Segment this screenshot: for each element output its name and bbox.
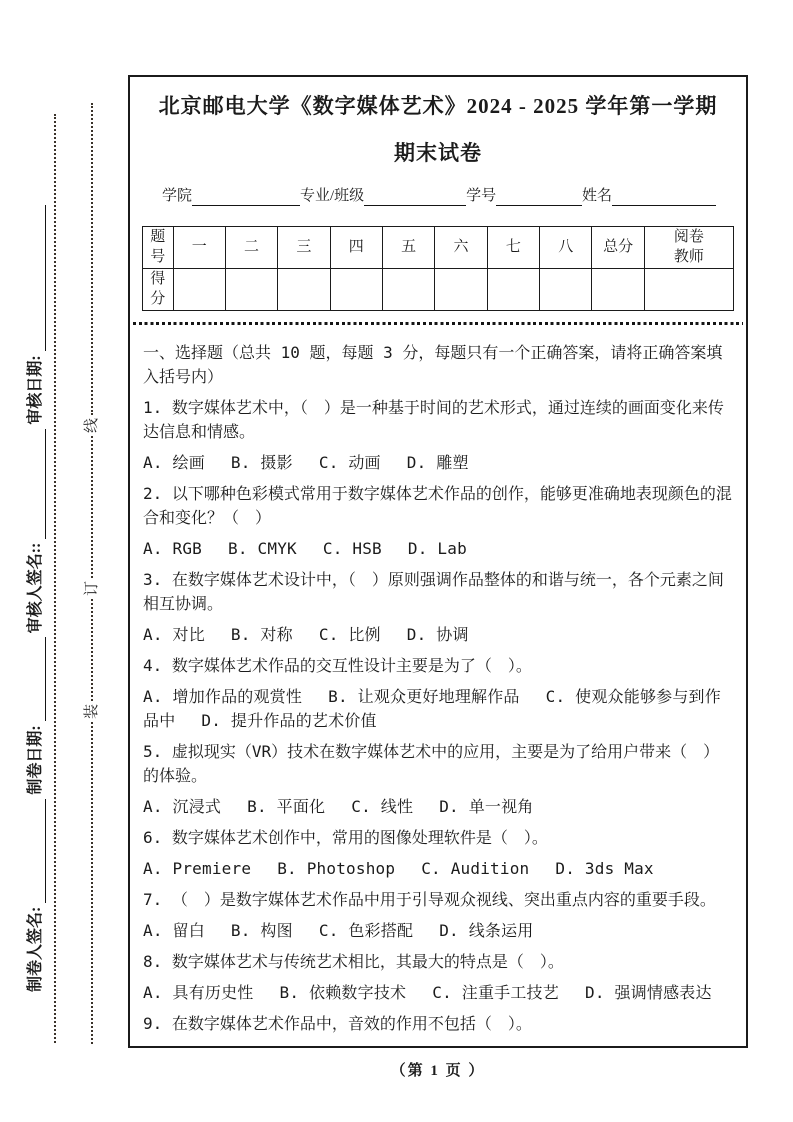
question-stem: 6. 数字媒体艺术创作中，常用的图像处理软件是（ ）。: [143, 828, 548, 848]
score-col-7: 七: [487, 227, 539, 269]
question-stem: 2. 以下哪种色彩模式常用于数字媒体艺术作品的创作，能够更准确地表现颜色的混合和变化？（ ）: [143, 484, 732, 528]
score-col-8: 八: [540, 227, 592, 269]
binding-line: [81, 0, 103, 1122]
question-stem: 4. 数字媒体艺术作品的交互性设计主要是为了（ ）。: [143, 656, 532, 676]
score-cell-empty: [592, 269, 644, 311]
question-options: A. Premiere B. Photoshop C. Audition D. 3ds Max: [143, 859, 654, 879]
score-col-5: 五: [382, 227, 434, 269]
score-col-qnum: [143, 227, 174, 269]
margin-field-line: [43, 799, 46, 903]
question-options: A. 绘画 B. 摄影 C. 动画 D. 雕塑: [143, 453, 469, 473]
score-row-label: [143, 269, 174, 311]
score-col-grader-label: 阅卷教师: [673, 229, 704, 266]
score-cell-empty: [330, 269, 382, 311]
field-label-college: 学院: [162, 188, 193, 204]
question-options: A. 沉浸式 B. 平面化 C. 线性 D. 单一视角: [143, 797, 534, 817]
binding-char-ding: 订: [84, 580, 100, 596]
fold-dotted-line: [54, 114, 56, 1043]
question-stem: 5. 虚拟现实（VR）技术在数字媒体艺术中的应用，主要是为了给用户带来（ ）的体验。: [143, 742, 720, 786]
score-col-qnum-label: 题号: [150, 229, 166, 266]
score-cell-empty: [487, 269, 539, 311]
score-col-2: 二: [225, 227, 277, 269]
question-options: A. RGB B. CMYK C. HSB D. Lab: [143, 539, 467, 559]
exam-sheet: [128, 75, 748, 1048]
score-col-1: 一: [173, 227, 225, 269]
binding-char-xian: 线: [84, 417, 100, 433]
question-options: A. 增加作品的观赏性 B. 让观众更好地理解作品 C. 使观众能够参与到作品中 D. 提升作品的艺术价值: [143, 687, 721, 731]
score-col-6: 六: [435, 227, 487, 269]
question-stem: 9. 在数字媒体艺术作品中，音效的作用不包括（ ）。: [143, 1014, 532, 1034]
margin-field-line: [43, 637, 46, 721]
question-options: A. 留白 B. 构图 C. 色彩搭配 D. 线条运用: [143, 921, 534, 941]
field-label-major-class: 专业/班级: [299, 188, 365, 204]
margin-field-label: 审核日期:: [27, 355, 44, 425]
margin-field-label: 制卷人签名:: [27, 906, 44, 992]
question-options: A. 对比 B. 对称 C. 比例 D. 协调: [143, 625, 469, 645]
score-cell-empty: [540, 269, 592, 311]
field-label-student-id: 学号: [466, 188, 497, 204]
field-blank-major-class: [364, 203, 466, 206]
score-cell-empty: [644, 269, 733, 311]
score-cell-empty: [382, 269, 434, 311]
binding-line-segment: [91, 103, 93, 415]
exam-title: 北京邮电大学《数字媒体艺术》2024 - 2025 学年第一学期期末试卷: [158, 94, 718, 165]
margin-field-line: [43, 205, 46, 351]
field-label-name: 姓名: [582, 188, 613, 204]
field-blank-college: [192, 203, 300, 206]
margin-field-label: 制卷日期:: [27, 725, 44, 795]
question-stem: 1. 数字媒体艺术中，（ ）是一种基于时间的艺术形式，通过连续的画面变化来传达信息和情感。: [143, 398, 724, 442]
binding-line-segment: [91, 436, 93, 578]
question-stem: 8. 数字媒体艺术与传统艺术相比，其最大的特点是（ ）。: [143, 952, 564, 972]
binding-char-zhuang: 装: [84, 703, 100, 719]
perforation-dotted-line: [133, 322, 743, 325]
score-table-header-row: [143, 227, 734, 269]
left-margin-fields: [12, 0, 46, 1122]
page-number-footer: （第 1 页 ）: [390, 1063, 486, 1079]
score-cell-empty: [225, 269, 277, 311]
score-table-score-row: [143, 269, 734, 311]
score-table: [142, 226, 734, 311]
score-cell-empty: [278, 269, 330, 311]
margin-field-line: [43, 429, 46, 539]
score-col-grader: [644, 227, 733, 269]
score-col-total: 总分: [592, 227, 644, 269]
question-stem: 7. （ ）是数字媒体艺术作品中用于引导观众视线、突出重点内容的重要手段。: [143, 890, 716, 910]
score-cell-empty: [173, 269, 225, 311]
score-col-3: 三: [278, 227, 330, 269]
field-blank-student-id: [496, 203, 582, 206]
binding-line-segment: [91, 722, 93, 1044]
binding-line-segment: [91, 599, 93, 701]
score-row-label-text: 得分: [150, 271, 166, 308]
field-blank-name: [612, 203, 716, 206]
score-col-4: 四: [330, 227, 382, 269]
question-stem: 3. 在数字媒体艺术设计中，（ ）原则强调作品整体的和谐与统一，各个元素之间相互协调。: [143, 570, 724, 614]
question-options: A. 具有历史性 B. 依赖数字技术 C. 注重手工技艺 D. 强调情感表达: [143, 983, 712, 1003]
student-info-row: [162, 187, 716, 206]
margin-field-label: 审核人签名::: [27, 542, 44, 634]
question-area: [142, 341, 734, 1036]
score-cell-empty: [435, 269, 487, 311]
section-heading: 一、选择题（总共 10 题，每题 3 分，每题只有一个正确答案，请将正确答案填入括号内）: [143, 343, 723, 387]
